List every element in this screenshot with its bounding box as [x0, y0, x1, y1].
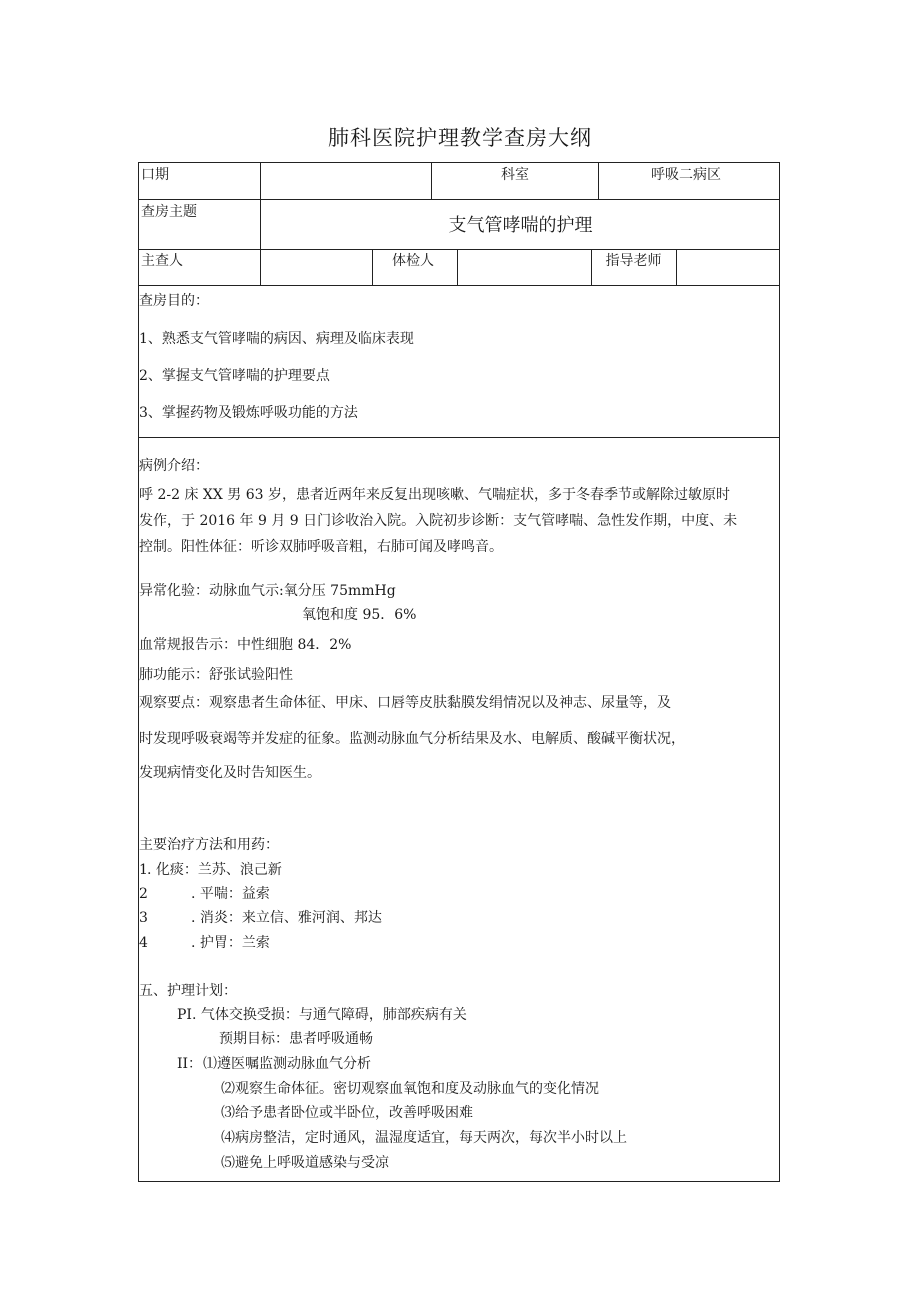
objective-item: 3、掌握药物及锻炼呼吸功能的方法: [139, 405, 358, 421]
treatment-item-text: . 消炎：来立信、雅河润、邦达: [191, 910, 382, 926]
plan-measure: ⑸避免上呼吸道感染与受凉: [221, 1155, 389, 1171]
objective-item: 2、掌握支气管哮喘的护理要点: [139, 368, 330, 384]
observation-line: 观察要点：观察患者生命体征、甲床、口唇等皮肤黏膜发绢情况以及神志、尿量等，及: [139, 695, 671, 711]
objectives-heading: 查房目的：: [139, 293, 209, 309]
column-divider: [431, 163, 432, 199]
treatment-item-number: 2: [139, 886, 148, 902]
date-label: 口期: [141, 167, 169, 183]
lab-results: 异常化验：动脉血气示:氧分压 75mmHg: [139, 583, 396, 599]
topic-value: 支气管哮喘的护理: [448, 215, 593, 236]
plan-measure: ⑷病房整洁，定时通风，温湿度适宜，每天两次，每次半小时以上: [221, 1130, 627, 1146]
page-title: 肺科医院护理教学查房大纲: [328, 126, 592, 150]
observation-line: 发现病情变化及时告知医生。: [139, 765, 321, 781]
objective-item: 1、熟悉支气管哮喘的病因、病理及临床表现: [139, 331, 414, 347]
case-line: 发作，于 2016 年 9 月 9 日门诊收治入院。入院初步诊断：支气管哮喘、急性发作期，中度、未: [139, 513, 738, 529]
plan-measure: ⑴遵医嘱监测动脉血气分析: [203, 1056, 371, 1072]
plan-problem: PI. 气体交换受损：与通气障碍，肺部疾病有关: [177, 1007, 467, 1023]
examinee-label: 体检人: [392, 253, 434, 269]
treatment-heading: 主要治疗方法和用药：: [139, 837, 279, 853]
plan-measure: ⑶给予患者卧位或半卧位，改善呼吸困难: [221, 1105, 473, 1121]
dept-value: 呼吸二病区: [651, 167, 721, 183]
treatment-item-number: 4: [139, 935, 148, 951]
plan-goal: 预期目标：患者呼吸通畅: [219, 1031, 373, 1047]
lung-function: 肺功能示：舒张试验阳性: [139, 667, 293, 683]
topic-label: 查房主题: [141, 204, 197, 220]
column-divider: [457, 249, 458, 285]
lab-results-oxygen-saturation: 氧饱和度 95．6%: [302, 607, 417, 623]
dept-label: 科室: [501, 167, 529, 183]
treatment-item-number: 1: [139, 862, 148, 878]
teacher-label: 指导老师: [605, 253, 662, 269]
host-label: 主查人: [141, 253, 183, 269]
treatment-item-number: 3: [139, 910, 148, 926]
rounds-form-table: [138, 162, 780, 1182]
case-heading: 病例介绍：: [139, 458, 209, 474]
plan-heading: 五、护理计划：: [139, 983, 237, 999]
row-divider: [139, 285, 779, 286]
case-line: 控制。阳性体征：听诊双肺呼吸音粗，右肺可闻及哮鸣音。: [139, 539, 503, 555]
column-divider: [598, 163, 599, 199]
blood-routine: 血常规报告示：中性细胞 84．2%: [139, 637, 352, 653]
column-divider: [676, 249, 677, 285]
column-divider: [372, 249, 373, 285]
treatment-item-text: . 平喘：益索: [191, 886, 270, 902]
row-divider: [139, 199, 779, 200]
treatment-item-text: . 化痰：兰苏、浪己新: [147, 862, 282, 878]
row-divider: [139, 437, 779, 438]
row-divider: [139, 249, 779, 250]
case-line: 呼 2-2 床 XX 男 63 岁，患者近两年来反复出现咳嗽、气喘症状，多于冬春季节或解除过敏原时: [139, 487, 730, 503]
treatment-item-text: . 护胃：兰索: [191, 935, 270, 951]
observation-line: 时发现呼吸衰竭等并发症的征象。监测动脉血气分析结果及水、电解质、酸碱平衡状况，: [139, 731, 685, 747]
plan-measures-label: II：: [177, 1056, 203, 1072]
plan-measure: ⑵观察生命体征。密切观察血氧饱和度及动脉血气的变化情况: [221, 1081, 599, 1097]
